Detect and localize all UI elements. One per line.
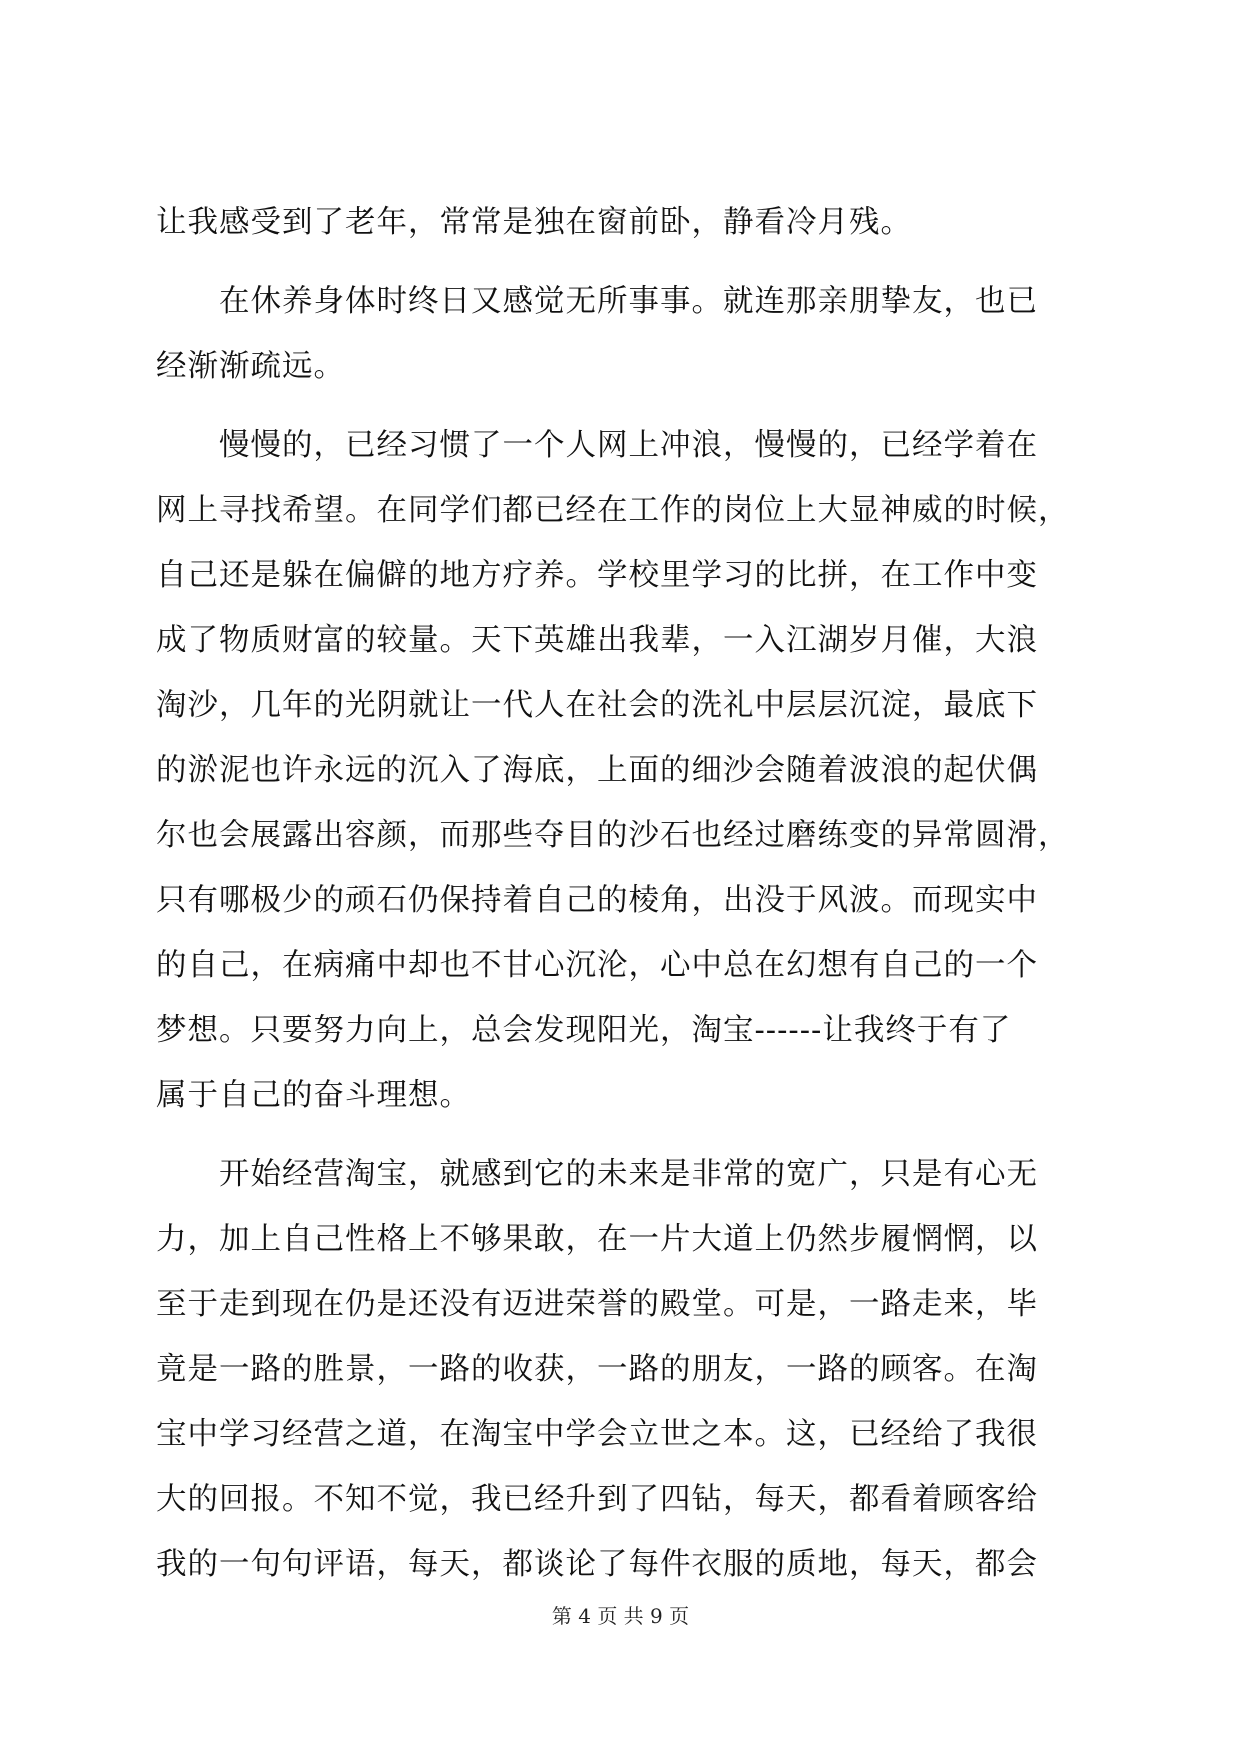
text-line: 让我感受到了老年，常常是独在窗前卧，静看冷月残。 [156,205,912,240]
text-line: 成了物质财富的较量。天下英雄出我辈，一入江湖岁月催，大浪 [156,623,1038,658]
paragraph [156,190,1086,255]
body-text [156,190,1086,1597]
text-line: 网上寻找希望。在同学们都已经在工作的岗位上大显神威的时候， [156,493,1070,528]
paragraph-spacer [156,255,1086,269]
paragraph-spacer [156,1128,1086,1142]
text-line: 的自己，在病痛中却也不甘心沉沦，心中总在幻想有自己的一个 [156,948,1038,983]
text-line: 淘沙，几年的光阴就让一代人在社会的洗礼中层层沉淀，最底下 [156,688,1038,723]
text-line: 力，加上自己性格上不够果敢，在一片大道上仍然步履惘惘，以 [156,1222,1038,1257]
text-line: 慢慢的，已经习惯了一个人网上冲浪，慢慢的，已经学着在 [156,428,1038,463]
text-line: 经渐渐疏远。 [156,349,345,384]
text-line: 我的一句句评语，每天，都谈论了每件衣服的质地，每天，都会 [156,1547,1038,1582]
text-line: 属于自己的奋斗理想。 [156,1078,471,1113]
paragraph [156,1142,1086,1597]
text-line: 自己还是躲在偏僻的地方疗养。学校里学习的比拼，在工作中变 [156,558,1038,593]
text-line: 大的回报。不知不觉，我已经升到了四钻，每天，都看着顾客给 [156,1482,1038,1517]
paragraph [156,269,1086,399]
text-line: 的淤泥也许永远的沉入了海底，上面的细沙会随着波浪的起伏偶 [156,753,1038,788]
text-line: 宝中学习经营之道，在淘宝中学会立世之本。这，已经给了我很 [156,1417,1038,1452]
text-line: 至于走到现在仍是还没有迈进荣誉的殿堂。可是，一路走来，毕 [156,1287,1038,1322]
text-line: 尔也会展露出容颜，而那些夺目的沙石也经过磨练变的异常圆滑， [156,818,1070,853]
text-line: 开始经营淘宝，就感到它的未来是非常的宽广，只是有心无 [156,1157,1038,1192]
text-line: 竟是一路的胜景，一路的收获，一路的朋友，一路的顾客。在淘 [156,1352,1038,1387]
text-line: 在休养身体时终日又感觉无所事事。就连那亲朋挚友，也已 [156,284,1038,319]
paragraph-spacer [156,399,1086,413]
paragraph [156,413,1086,1128]
text-line: 梦想。只要努力向上，总会发现阳光，淘宝------让我终于有了 [156,1013,1012,1048]
page-footer: 第 4 页 共 9 页 [551,1604,690,1628]
text-line: 只有哪极少的顽石仍保持着自己的棱角，出没于风波。而现实中 [156,883,1038,918]
